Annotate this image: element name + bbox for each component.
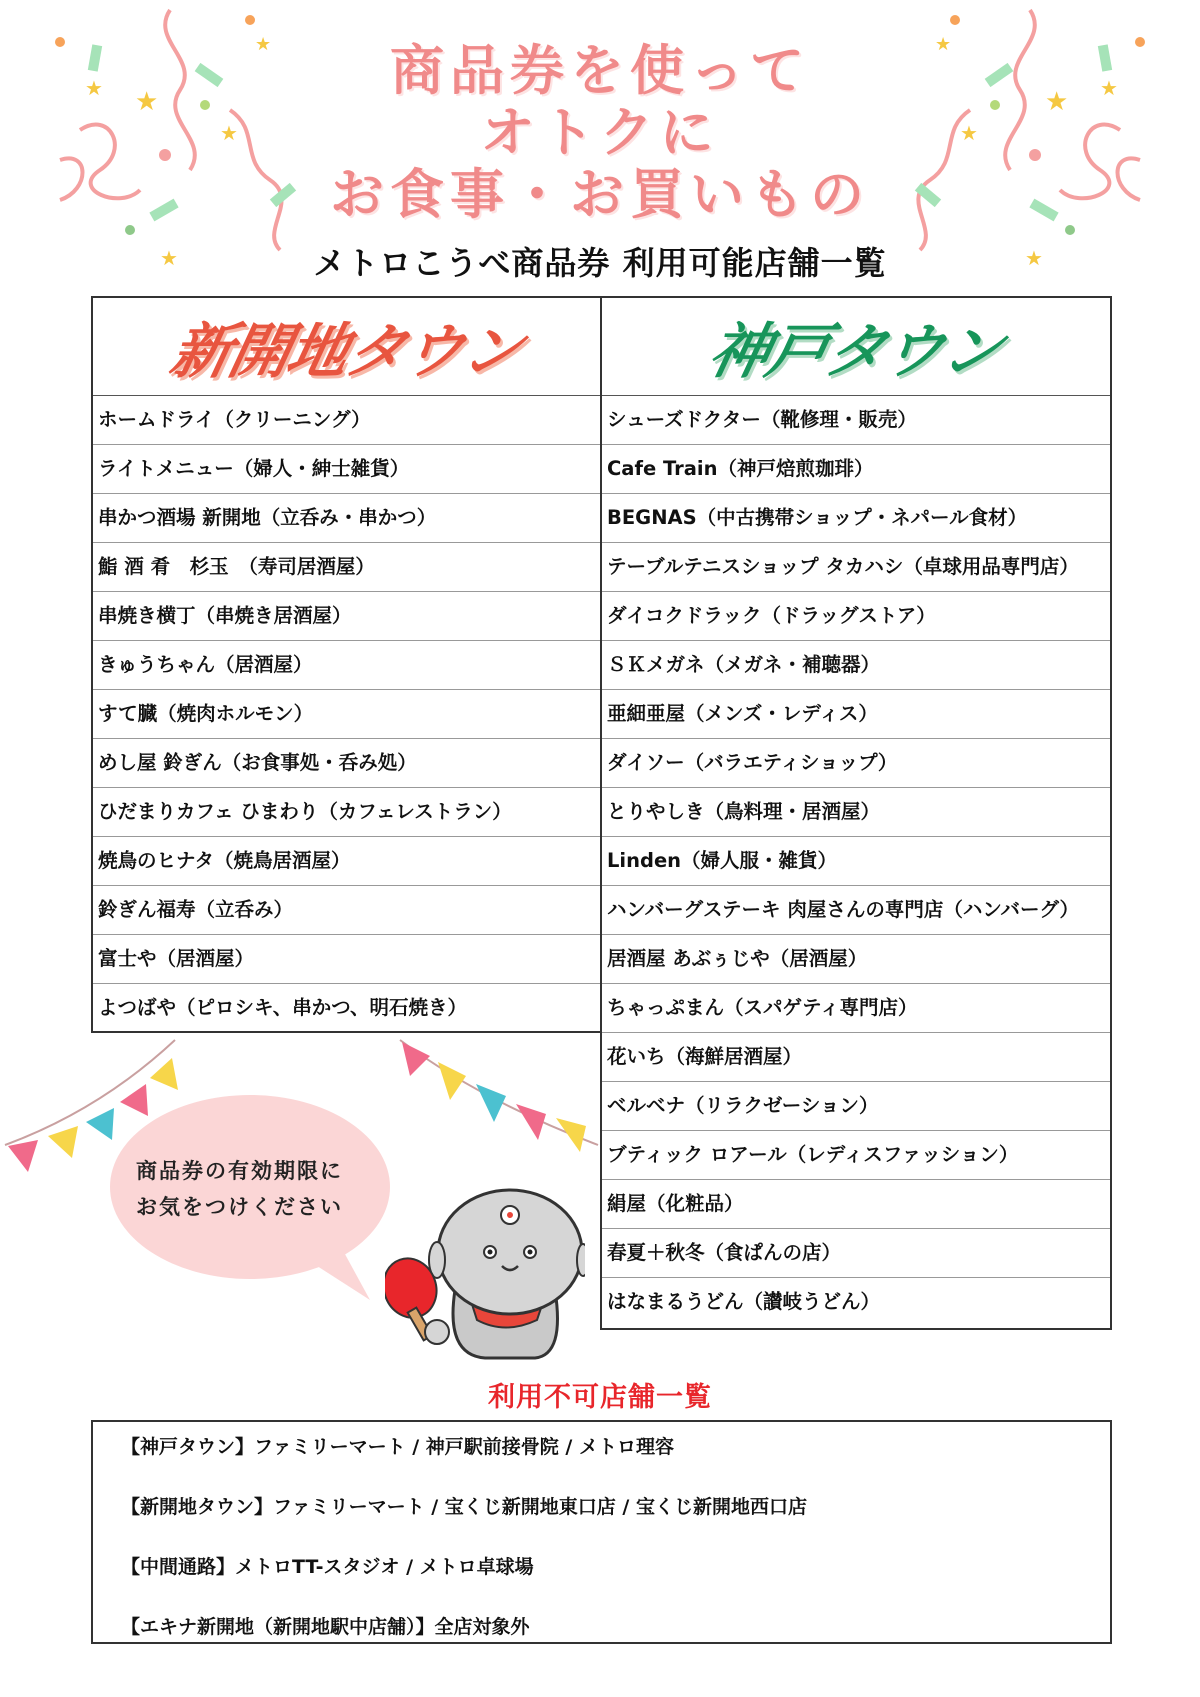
svg-text:★: ★ <box>960 121 978 145</box>
svg-text:★: ★ <box>160 246 178 270</box>
store-row: ダイコクドラック（ドラッグストア） <box>602 592 1110 641</box>
store-row: BEGNAS（中古携帯ショップ・ネパール食材） <box>602 494 1110 543</box>
store-row: ちゃっぷまん（スパゲティ専門店） <box>602 984 1110 1033</box>
unavailable-line: 【新開地タウン】ファミリーマート / 宝くじ新開地東口店 / 宝くじ新開地西口店 <box>121 1496 807 1518</box>
store-row: ベルベナ（リラクゼーション） <box>602 1082 1110 1131</box>
store-row: よつばや（ピロシキ、串かつ、明石焼き） <box>98 996 467 1019</box>
store-row: ひだまりカフェ ひまわり（カフェレストラン） <box>93 788 600 837</box>
unavailable-line: 【神戸タウン】ファミリーマート / 神戸駅前接骨院 / メトロ理容 <box>121 1436 674 1458</box>
shinkaichi-store-column <box>91 296 602 1033</box>
bubble-line-2: お気をつけください <box>136 1195 343 1219</box>
kobe-logo-text: 神戸タウン <box>702 316 1008 387</box>
unavailable-title: 利用不可店舗一覧 <box>488 1382 712 1413</box>
store-row: 串焼き横丁（串焼き居酒屋） <box>93 592 600 641</box>
store-row: はなまるうどん（讃岐うどん） <box>607 1290 881 1313</box>
headline-line-2: オトクに <box>480 101 720 164</box>
reminder-bubble <box>100 1095 400 1309</box>
store-row: とりやしき（鳥料理・居酒屋） <box>602 788 1110 837</box>
store-row: 鈴ぎん福寿（立呑み） <box>93 886 600 935</box>
store-row: 鮨 酒 肴 杉玉 （寿司居酒屋） <box>93 543 600 592</box>
unavailable-list-box <box>91 1420 1112 1644</box>
store-row: めし屋 鈴ぎん（お食事処・呑み処） <box>93 739 600 788</box>
shinkaichi-header <box>93 298 600 396</box>
kobe-store-column <box>600 296 1112 1330</box>
svg-text:★: ★ <box>135 87 159 117</box>
unavailable-line: 【エキナ新開地（新開地駅中店舗）】全店対象外 <box>121 1616 530 1638</box>
mascot-illustration <box>385 1170 585 1360</box>
store-row: テーブルテニスショップ タカハシ（卓球用品専門店） <box>602 543 1110 592</box>
unavailable-line: 【中間通路】メトロTT-スタジオ / メトロ卓球場 <box>121 1556 534 1578</box>
svg-text:★: ★ <box>85 76 103 100</box>
store-row: きゅうちゃん（居酒屋） <box>93 641 600 690</box>
store-row: 焼鳥のヒナタ（焼鳥居酒屋） <box>93 837 600 886</box>
store-row: ダイソー（バラエティショップ） <box>602 739 1110 788</box>
store-row: Cafe Train（神戸焙煎珈琲） <box>602 445 1110 494</box>
store-row: ハンバーグステーキ 肉屋さんの専門店（ハンバーグ） <box>602 886 1110 935</box>
svg-text:★: ★ <box>255 34 272 55</box>
kobe-store-list <box>602 396 1110 1327</box>
shinkaichi-store-list <box>93 396 600 1033</box>
store-row: ＳＫメガネ（メガネ・補聴器） <box>602 641 1110 690</box>
store-row: 居酒屋 あぶぅじや（居酒屋） <box>602 935 1110 984</box>
page-subtitle: メトロこうべ商品券 利用可能店舗一覧 <box>313 244 887 282</box>
svg-text:★: ★ <box>1100 76 1118 100</box>
headline-line-1: 商品券を使って <box>390 39 810 102</box>
store-row: 春夏＋秋冬（食ぱんの店） <box>602 1229 1110 1278</box>
svg-text:★: ★ <box>220 121 238 145</box>
headline-line-3: お食事・お買いもの <box>330 163 870 226</box>
store-row: 絹屋（化粧品） <box>602 1180 1110 1229</box>
svg-text:★: ★ <box>1045 87 1069 117</box>
store-row: Linden（婦人服・雑貨） <box>602 837 1110 886</box>
store-row: 花いち（海鮮居酒屋） <box>602 1033 1110 1082</box>
svg-text:★: ★ <box>935 34 952 55</box>
store-row: ホームドライ（クリーニング） <box>93 396 600 445</box>
store-row: シューズドクター（靴修理・販売） <box>602 396 1110 445</box>
store-row: 亜細亜屋（メンズ・レディス） <box>602 690 1110 739</box>
store-row: ライトメニュー（婦人・紳士雑貨） <box>93 445 600 494</box>
svg-text:★: ★ <box>1025 246 1043 270</box>
store-row: すて臓（焼肉ホルモン） <box>93 690 600 739</box>
store-row: 串かつ酒場 新開地（立呑み・串かつ） <box>93 494 600 543</box>
shinkaichi-logo-text: 新開地タウン <box>163 316 527 387</box>
store-row: 富士や（居酒屋） <box>93 935 600 984</box>
store-row: ブティック ロアール（レディスファッション） <box>602 1131 1110 1180</box>
kobe-header <box>602 298 1110 396</box>
bubble-line-1: 商品券の有効期限に <box>136 1159 343 1183</box>
